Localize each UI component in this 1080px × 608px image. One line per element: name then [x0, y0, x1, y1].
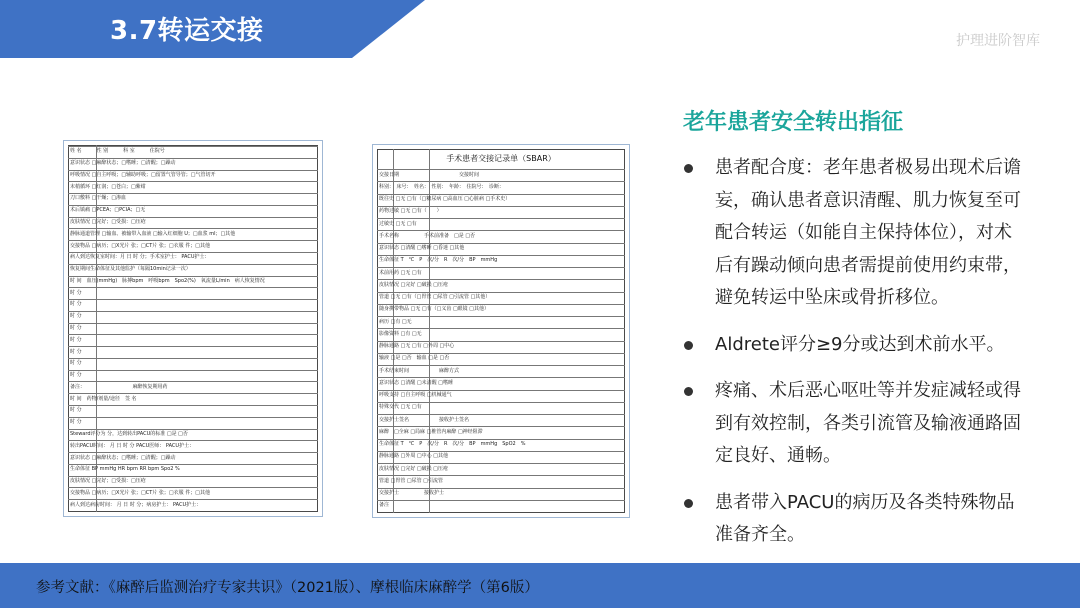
form-row-line	[68, 287, 318, 288]
form-row-line	[68, 452, 318, 453]
form-row-text: 既往史 □无 □有（□糖尿病 □高血压 □心脏病 □手术史）	[379, 196, 511, 202]
form-row-text: 术前用药 □无 □有	[379, 270, 422, 276]
form-row-text: 管道 □无 □有（□胃管 □尿管 □引流管 □其他）	[379, 294, 491, 300]
form-row-line	[68, 334, 318, 335]
footer-bar	[0, 563, 1080, 608]
indication-list	[684, 152, 1024, 566]
form-row-text: 特殊交代 □无 □有	[379, 404, 422, 410]
form-row-text: 意识状态 □清醒 □嗜睡 □昏迷 □其他	[379, 245, 465, 251]
pacu-handover-form-image	[63, 140, 323, 517]
form-row-line	[377, 377, 625, 378]
form-row-text: 皮肤情况 □完好；□受损：□压疮	[70, 219, 146, 225]
form-row-text: 时 分	[70, 325, 82, 331]
list-item	[684, 329, 1024, 362]
form-row-line	[377, 181, 625, 182]
form-row-line	[68, 393, 318, 394]
form-row-text: 病人到达恢复室时间：月 日 时 分；手术室护士： PACU护士：	[70, 254, 210, 260]
bullet-icon	[684, 164, 693, 173]
form-row-text: 呼吸支持 □自主呼吸 □机械通气	[379, 392, 452, 398]
form-row-text: 药物过敏 □无 □有（ ）	[379, 208, 442, 214]
form-row-text: Steward评分为 分，达到转出PACU的标准 □是 □否	[70, 431, 188, 437]
form-row-line	[377, 169, 625, 170]
form-row-text: 意识状态 □麻醉状态；□嗜睡；□清醒；□躁动	[70, 160, 176, 166]
form-row-text: 交接物品 □病历；□X光片 张；□CT片 张；□衣服 件；□其他	[70, 243, 210, 249]
form-row-text: 交接物品 □病历；□X光片 张；□CT片 张；□衣服 件；□其他	[70, 490, 210, 496]
form-row-text: 生命体征 T ℃ P 次/分 R 次/分 BP mmHg SpO2 %	[379, 441, 526, 447]
form-row-text: 时 分	[70, 290, 82, 296]
list-item	[684, 375, 1024, 473]
sbar-form-title: 手术患者交接记录单（SBAR）	[446, 154, 556, 163]
form-row-text: 静脉通路 □外周 □中心 □其他	[379, 453, 448, 459]
form-row-text: 静脉通道管理 □输血、被输带入血液 □输入红细胞 U；□血浆 ml；□其他	[70, 231, 236, 237]
form-row-text: 生命体征 T ℃ P 次/分 R 次/分 BP mmHg	[379, 257, 498, 263]
form-row-line	[377, 328, 625, 329]
form-row-text: 时 分	[70, 313, 82, 319]
form-row-text: 恢复期间生命体征及其他监护（每隔10min记录一次）	[70, 266, 191, 272]
form-row-line	[68, 346, 318, 347]
form-row-text: 生命体征 BP mmHg HR bpm RR bpm Spo2 %	[70, 466, 180, 472]
form-row-line	[68, 487, 318, 488]
form-row-text: 影像资料 □有 □无	[379, 331, 422, 337]
form-row-text: 皮肤情况 □完好；□受损：□压疮	[70, 478, 146, 484]
form-row-text: 输液 □是 □否 输血 □是 □否	[379, 355, 450, 361]
title-banner	[0, 0, 425, 58]
form-row-text: 刀口敷料 □干燥；□渗血	[70, 195, 127, 201]
list-item-text: 患者配合度：老年患者极易出现术后谵妄，确认患者意识清醒、肌力恢复至可配合转运（如能自主保持体位），对术后有躁动倾向患者需提前使用约束带，避免转运中坠床或骨折移位。	[715, 157, 1021, 308]
form-row-line	[68, 181, 318, 182]
form-row-text: 呼吸情况 □自主呼吸；□辅助呼吸；□留置气管导管；□气管切开	[70, 172, 216, 178]
form-row-line	[377, 463, 625, 464]
slide-title: 3.7转运交接	[110, 16, 264, 46]
bullet-icon	[684, 387, 693, 396]
form-row-text: 过敏史 □无 □有	[379, 221, 417, 227]
form-row-text: 时 间 血压(mmHg) 脉搏bpm 呼吸bpm Spo2(%) 氧流量L/min 病人恢复情况	[70, 278, 265, 284]
sbar-handover-form-image	[372, 144, 630, 518]
form-row-text: 时 分	[70, 372, 82, 378]
form-row-line	[377, 475, 625, 476]
form-row-line	[377, 414, 625, 415]
form-row-line	[377, 267, 625, 268]
form-row-line	[377, 426, 625, 427]
form-row-text: 姓 名 性 别 科 室 住院号	[70, 148, 165, 154]
form-row-text: 意识状态 □麻醉状态；□嗜睡；□清醒；□躁动	[70, 455, 176, 461]
form-row-text: 交接护士 接收护士	[379, 490, 445, 496]
list-item-text: 患者带入PACU的病历及各类特殊物品准备齐全。	[715, 491, 1015, 545]
list-item-text: 疼痛、术后恶心呕吐等并发症减轻或得到有效控制，各类引流管及输液通路固定良好、通畅。	[715, 380, 1021, 466]
form-row-line	[68, 240, 318, 241]
form-row-text: 时 分	[70, 419, 82, 425]
form-row-line	[377, 218, 625, 219]
form-row-text: 备注	[379, 502, 390, 508]
bullet-icon	[684, 341, 693, 350]
brand-watermark: 护理进阶智库	[956, 33, 1040, 49]
form-row-text: 时 分	[70, 360, 82, 366]
form-row-text: 交接护士签名 接收护士签名	[379, 417, 470, 423]
form-row-text: 末梢循环 □红润；□苍白；□紫绀	[70, 184, 146, 190]
form-row-text: 转出PACU时间： 月 日 时 分 PACU医师： PACU护士：	[70, 443, 195, 449]
list-item	[684, 152, 1024, 315]
form-row-text: 麻醉 □全麻 □局麻 □椎管内麻醉 □神经阻滞	[379, 429, 483, 435]
form-row-text: 时 分	[70, 407, 82, 413]
form-row-text: 随身携带物品 □无 □有（□义齿 □眼镜 □其他）	[379, 306, 489, 312]
form-row-line	[377, 279, 625, 280]
form-row-line	[68, 499, 318, 500]
form-row-line	[68, 440, 318, 441]
form-row-line	[68, 381, 318, 382]
form-row-line	[377, 316, 625, 317]
form-row-text: 时 分	[70, 337, 82, 343]
form-row-text: 备注： 麻醉恢复期用药	[70, 384, 168, 390]
form-row-text: 交接日期 交接时间	[379, 172, 480, 178]
form-row-text: 病历 □有 □无	[379, 319, 412, 325]
bullet-icon	[684, 499, 693, 508]
form-row-text: 手术结束时间 麻醉方式	[379, 368, 460, 374]
reference-text: 参考文献：《麻醉后监测治疗专家共识》（2021版）、摩根临床麻醉学（第6版）	[36, 580, 539, 596]
form-row-text: 皮肤情况 □完好 □破损 □压疮	[379, 282, 448, 288]
form-row-text: 皮肤情况 □完好 □破损 □压疮	[379, 466, 448, 472]
form-row-line	[377, 230, 625, 231]
form-row-line	[377, 365, 625, 366]
form-row-text: 科别： 床号： 姓名： 性别： 年龄： 住院号： 诊断：	[379, 184, 505, 190]
form-row-text: 静脉通路 □无 □有 □外周 □中心	[379, 343, 455, 349]
form-row-text: 意识状态 □清醒 □未清醒 □嗜睡	[379, 380, 453, 386]
form-row-text: 管道 □胃管 □尿管 □引流管	[379, 478, 443, 484]
form-row-text: 术后镇痛 □PCEA；□PCIA；□无	[70, 207, 146, 213]
form-row-text: 时 分	[70, 349, 82, 355]
section-title: 老年患者安全转出指征	[683, 110, 904, 135]
form-row-text: 病人到达病房时间： 月 日 时 分；病房护士： PACU护士：	[70, 502, 202, 508]
form-row-text: 时 分	[70, 301, 82, 307]
form-row-text: 手术名称 手术前准备 □是 □否	[379, 233, 476, 239]
list-item-text: Aldrete评分≥9分或达到术前水平。	[715, 333, 1005, 355]
form-row-text: 时 间 药物/剂量/途径 签 名	[70, 396, 137, 402]
list-item	[684, 487, 1024, 552]
form-row-line	[68, 228, 318, 229]
